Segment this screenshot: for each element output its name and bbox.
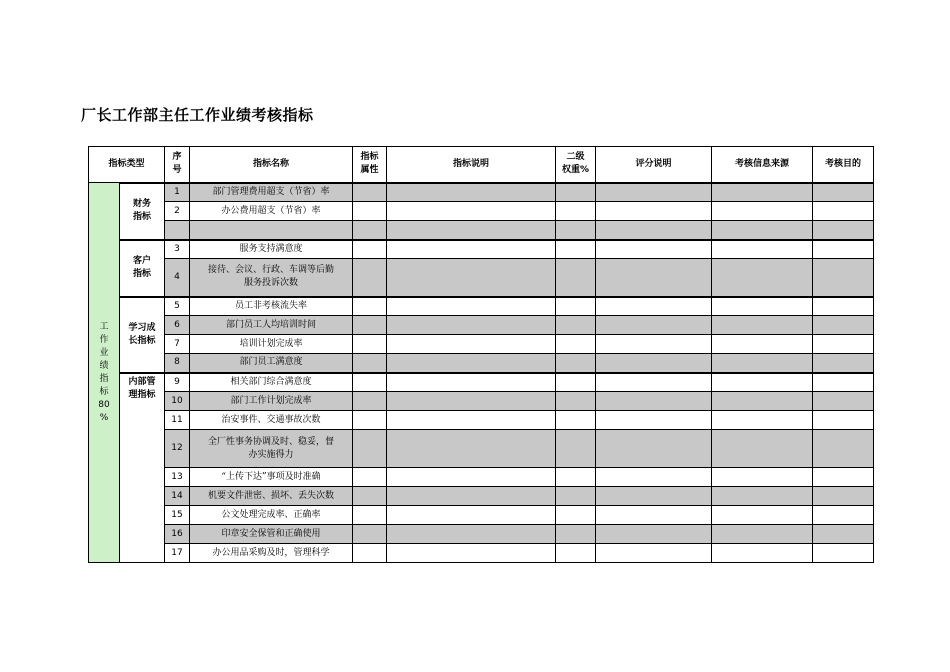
row-seq: 8	[165, 354, 190, 373]
group-label-learning: 学习成 长指标	[120, 297, 165, 373]
header-score: 评分说明	[596, 147, 712, 183]
header-desc: 指标说明	[387, 147, 556, 183]
group-label-internal: 内部管 理指标	[120, 373, 165, 563]
header-type: 指标类型	[89, 147, 165, 183]
row-name: 部门员工满意度	[190, 354, 353, 373]
row-name: 接待、会议、行政、车调等后勤 服务投诉次数	[190, 259, 353, 297]
row-seq: 7	[165, 335, 190, 354]
table-row	[89, 411, 874, 430]
row-seq: 17	[165, 544, 190, 563]
table-row	[89, 240, 874, 259]
row-name: 部门工作计划完成率	[190, 392, 353, 411]
table-row	[89, 392, 874, 411]
header-seq: 序 号	[165, 147, 190, 183]
row-name: “上传下达”事项及时准确	[190, 468, 353, 487]
table-row	[89, 202, 874, 221]
row-name: 治安事件、交通事故次数	[190, 411, 353, 430]
header-purpose: 考核目的	[813, 147, 874, 183]
table-row	[89, 221, 874, 240]
row-name	[190, 221, 353, 240]
table-row	[89, 544, 874, 563]
group-label-customer: 客户 指标	[120, 240, 165, 297]
header-attr: 指标 属性	[353, 147, 387, 183]
row-seq	[165, 221, 190, 240]
row-seq: 5	[165, 297, 190, 316]
row-name: 相关部门综合满意度	[190, 373, 353, 392]
group-label-finance: 财务 指标	[120, 183, 165, 240]
row-seq: 12	[165, 430, 190, 468]
table-row	[89, 373, 874, 392]
table-row	[89, 297, 874, 316]
row-seq: 1	[165, 183, 190, 202]
header-row	[89, 147, 874, 183]
kpi-table	[88, 146, 874, 563]
row-seq: 6	[165, 316, 190, 335]
row-name: 印章安全保管和正确使用	[190, 525, 353, 544]
row-name: 全厂性事务协调及时、稳妥，督 办实施得力	[190, 430, 353, 468]
row-name: 部门管理费用超支（节省）率	[190, 183, 353, 202]
table-row	[89, 430, 874, 468]
row-seq: 16	[165, 525, 190, 544]
table-row	[89, 354, 874, 373]
row-name: 公文处理完成率、正确率	[190, 506, 353, 525]
row-seq: 3	[165, 240, 190, 259]
table-row	[89, 468, 874, 487]
row-name: 机要文件泄密、损坏、丢失次数	[190, 487, 353, 506]
table-row	[89, 316, 874, 335]
row-seq: 14	[165, 487, 190, 506]
table-row	[89, 259, 874, 297]
header-source: 考核信息来源	[712, 147, 813, 183]
header-weight: 二级 权重%	[556, 147, 596, 183]
row-seq: 9	[165, 373, 190, 392]
row-seq: 2	[165, 202, 190, 221]
row-seq: 10	[165, 392, 190, 411]
table-row	[89, 335, 874, 354]
table-row	[89, 183, 874, 202]
row-seq: 13	[165, 468, 190, 487]
page-title: 厂长工作部主任工作业绩考核指标	[81, 106, 314, 124]
table-row	[89, 487, 874, 506]
row-seq: 11	[165, 411, 190, 430]
row-name: 服务支持满意度	[190, 240, 353, 259]
row-name: 办公费用超支（节省）率	[190, 202, 353, 221]
row-name: 办公用品采购及时，管理科学	[190, 544, 353, 563]
table-row	[89, 525, 874, 544]
row-name: 员工非考核流失率	[190, 297, 353, 316]
table-row	[89, 506, 874, 525]
header-name: 指标名称	[190, 147, 353, 183]
category-cell: 工 作 业 绩 指 标 80 %	[89, 183, 120, 563]
row-seq: 4	[165, 259, 190, 297]
row-seq: 15	[165, 506, 190, 525]
row-name: 培训计划完成率	[190, 335, 353, 354]
row-name: 部门员工人均培训时间	[190, 316, 353, 335]
